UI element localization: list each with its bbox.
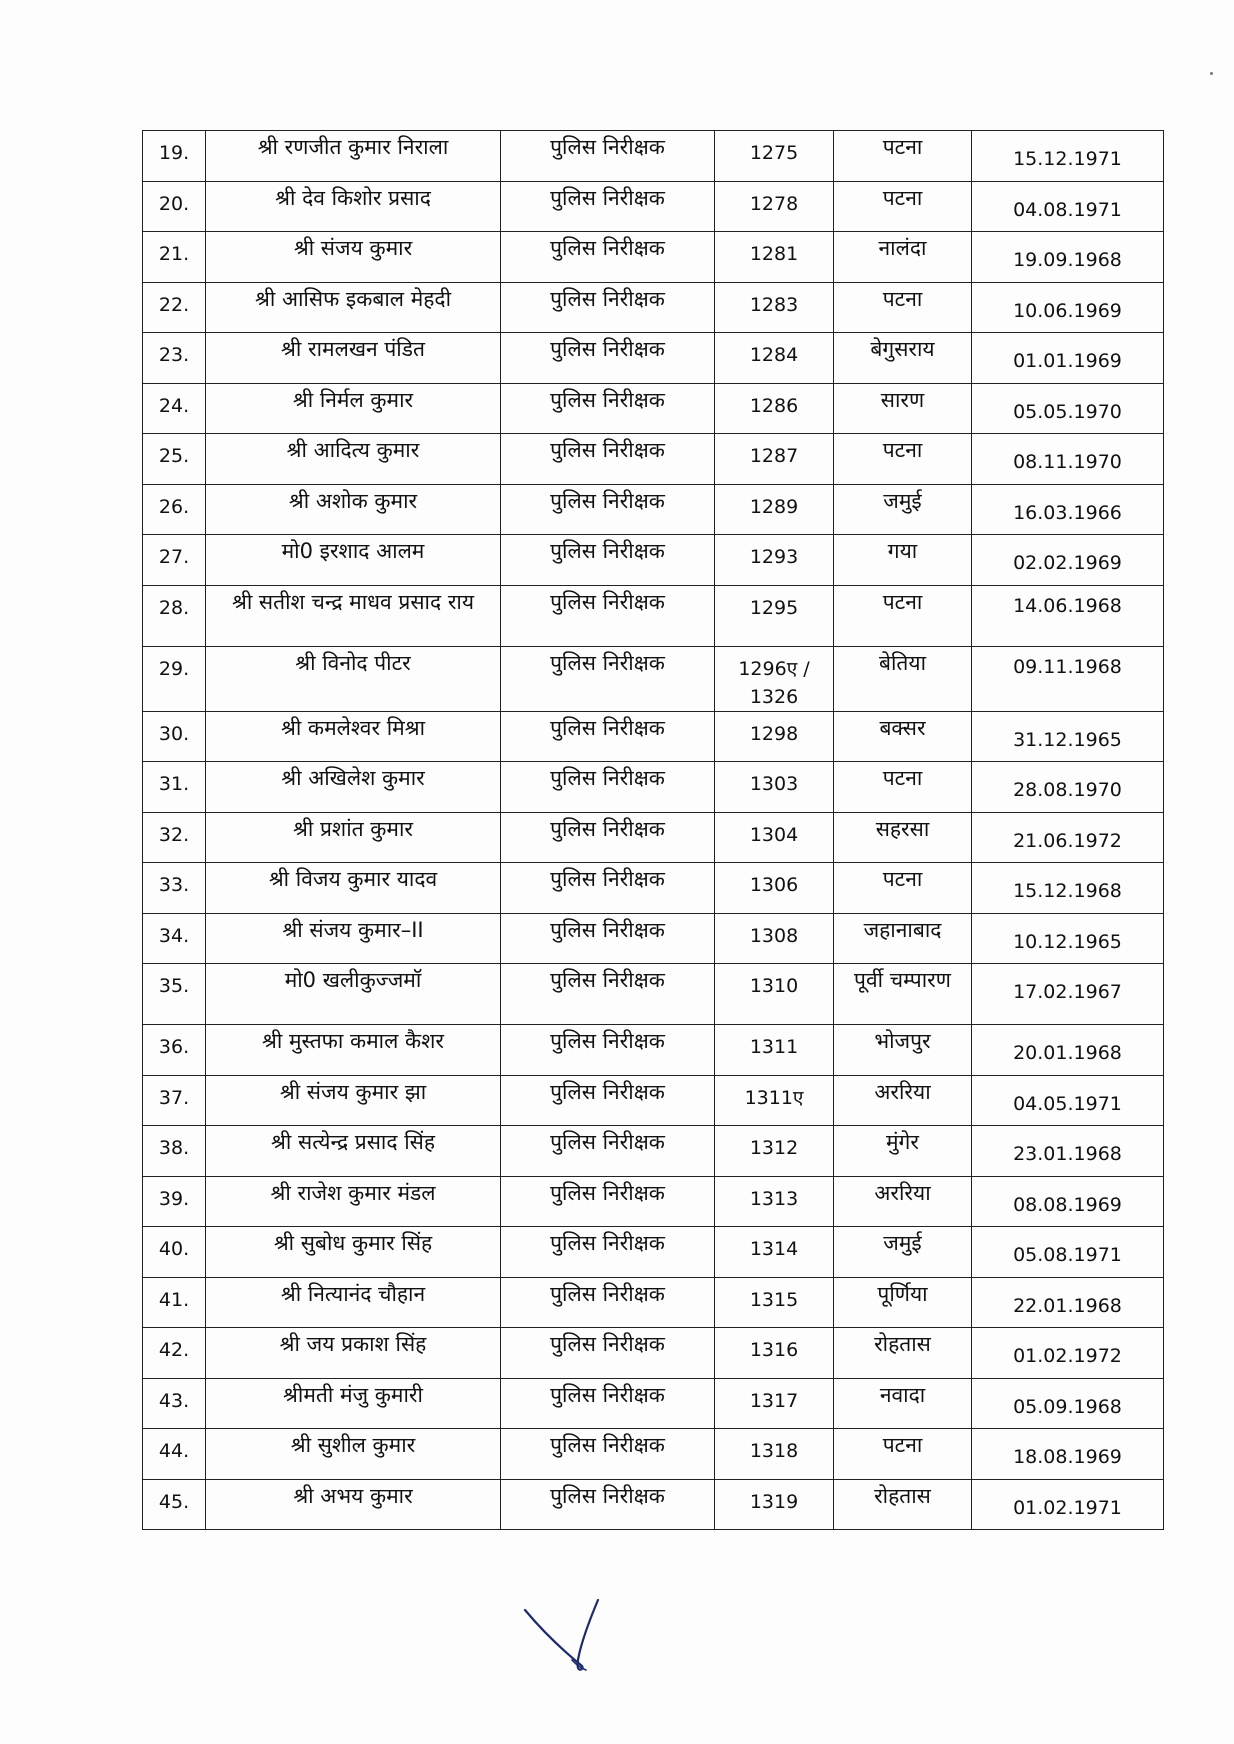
cell-rank: पुलिस निरीक्षक: [501, 484, 715, 535]
cell-number: 1289: [715, 484, 834, 535]
cell-date-of-birth: 09.11.1968: [972, 646, 1164, 711]
cell-serial-number: 33.: [143, 863, 206, 914]
cell-number: 1311ए: [715, 1075, 834, 1126]
table-row: [143, 131, 1164, 182]
cell-officer-name: श्री संजय कुमार–II: [206, 913, 501, 964]
cell-number: 1303: [715, 762, 834, 813]
cell-officer-name: श्री मुस्तफा कमाल कैशर: [206, 1025, 501, 1076]
cell-officer-name: श्री अशोक कुमार: [206, 484, 501, 535]
cell-district: रोहतास: [834, 1328, 972, 1379]
cell-number: 1314: [715, 1227, 834, 1278]
cell-date-of-birth: 01.02.1971: [972, 1479, 1164, 1530]
cell-serial-number: 23.: [143, 333, 206, 384]
cell-serial-number: 27.: [143, 535, 206, 586]
table-row: [143, 646, 1164, 711]
cell-officer-name: श्रीमती मंजु कुमारी: [206, 1378, 501, 1429]
scan-speck: [1210, 72, 1213, 75]
cell-date-of-birth: 20.01.1968: [972, 1025, 1164, 1076]
cell-date-of-birth: 05.05.1970: [972, 383, 1164, 434]
table-row: [143, 863, 1164, 914]
cell-number: 1295: [715, 585, 834, 646]
cell-number: 1306: [715, 863, 834, 914]
cell-officer-name: श्री नित्यानंद चौहान: [206, 1277, 501, 1328]
cell-officer-name: श्री कमलेश्वर मिश्रा: [206, 711, 501, 762]
cell-district: बेतिया: [834, 646, 972, 711]
cell-serial-number: 26.: [143, 484, 206, 535]
cell-date-of-birth: 23.01.1968: [972, 1126, 1164, 1177]
cell-rank: पुलिस निरीक्षक: [501, 1328, 715, 1379]
cell-number: 1275: [715, 131, 834, 182]
cell-serial-number: 30.: [143, 711, 206, 762]
cell-officer-name: श्री अभय कुमार: [206, 1479, 501, 1530]
table-row: [143, 232, 1164, 283]
cell-rank: पुलिस निरीक्षक: [501, 1479, 715, 1530]
cell-district: नालंदा: [834, 232, 972, 283]
cell-number: 1287: [715, 434, 834, 485]
cell-serial-number: 22.: [143, 282, 206, 333]
cell-officer-name: श्री विनोद पीटर: [206, 646, 501, 711]
cell-date-of-birth: 14.06.1968: [972, 585, 1164, 646]
cell-officer-name: श्री सुबोध कुमार सिंह: [206, 1227, 501, 1278]
cell-rank: पुलिस निरीक्षक: [501, 913, 715, 964]
cell-district: अररिया: [834, 1075, 972, 1126]
cell-district: सारण: [834, 383, 972, 434]
cell-number: 1308: [715, 913, 834, 964]
cell-district: पटना: [834, 181, 972, 232]
cell-number: 1286: [715, 383, 834, 434]
cell-district: जमुई: [834, 1227, 972, 1278]
cell-rank: पुलिस निरीक्षक: [501, 812, 715, 863]
cell-rank: पुलिस निरीक्षक: [501, 585, 715, 646]
cell-district: गया: [834, 535, 972, 586]
cell-date-of-birth: 04.05.1971: [972, 1075, 1164, 1126]
table-row: [143, 1328, 1164, 1379]
cell-rank: पुलिस निरीक्षक: [501, 232, 715, 283]
cell-rank: पुलिस निरीक्षक: [501, 1277, 715, 1328]
cell-number: 1298: [715, 711, 834, 762]
table-row: [143, 1025, 1164, 1076]
cell-number: 1283: [715, 282, 834, 333]
cell-serial-number: 20.: [143, 181, 206, 232]
cell-officer-name: श्री संजय कुमार झा: [206, 1075, 501, 1126]
cell-number: 1310: [715, 964, 834, 1025]
cell-district: सहरसा: [834, 812, 972, 863]
cell-date-of-birth: 18.08.1969: [972, 1429, 1164, 1480]
cell-district: पटना: [834, 585, 972, 646]
cell-serial-number: 42.: [143, 1328, 206, 1379]
cell-district: जमुई: [834, 484, 972, 535]
cell-district: जहानाबाद: [834, 913, 972, 964]
cell-date-of-birth: 05.08.1971: [972, 1227, 1164, 1278]
cell-rank: पुलिस निरीक्षक: [501, 383, 715, 434]
cell-rank: पुलिस निरीक्षक: [501, 181, 715, 232]
cell-officer-name: श्री संजय कुमार: [206, 232, 501, 283]
cell-officer-name: श्री अखिलेश कुमार: [206, 762, 501, 813]
cell-number: 1319: [715, 1479, 834, 1530]
cell-number: 1278: [715, 181, 834, 232]
table-body: [143, 131, 1164, 1530]
cell-district: भोजपुर: [834, 1025, 972, 1076]
cell-date-of-birth: 17.02.1967: [972, 964, 1164, 1025]
cell-rank: पुलिस निरीक्षक: [501, 964, 715, 1025]
cell-serial-number: 19.: [143, 131, 206, 182]
cell-date-of-birth: 22.01.1968: [972, 1277, 1164, 1328]
cell-serial-number: 21.: [143, 232, 206, 283]
cell-number: 1296ए / 1326: [715, 646, 834, 711]
cell-officer-name: श्री विजय कुमार यादव: [206, 863, 501, 914]
table-row: [143, 1227, 1164, 1278]
table-row: [143, 1479, 1164, 1530]
cell-rank: पुलिस निरीक्षक: [501, 535, 715, 586]
cell-date-of-birth: 10.06.1969: [972, 282, 1164, 333]
cell-date-of-birth: 31.12.1965: [972, 711, 1164, 762]
cell-officer-name: श्री रामलखन पंडित: [206, 333, 501, 384]
table-row: [143, 484, 1164, 535]
cell-officer-name: मो0 इरशाद आलम: [206, 535, 501, 586]
cell-date-of-birth: 05.09.1968: [972, 1378, 1164, 1429]
cell-number: 1316: [715, 1328, 834, 1379]
cell-serial-number: 34.: [143, 913, 206, 964]
cell-district: रोहतास: [834, 1479, 972, 1530]
table-row: [143, 711, 1164, 762]
cell-date-of-birth: 02.02.1969: [972, 535, 1164, 586]
cell-rank: पुलिस निरीक्षक: [501, 1378, 715, 1429]
table-row: [143, 535, 1164, 586]
cell-serial-number: 45.: [143, 1479, 206, 1530]
table-row: [143, 1429, 1164, 1480]
cell-officer-name: मो0 खलीकुज्जमॉ: [206, 964, 501, 1025]
table-row: [143, 1075, 1164, 1126]
cell-district: मुंगेर: [834, 1126, 972, 1177]
cell-serial-number: 24.: [143, 383, 206, 434]
cell-serial-number: 28.: [143, 585, 206, 646]
table-row: [143, 1378, 1164, 1429]
table-row: [143, 1277, 1164, 1328]
cell-serial-number: 36.: [143, 1025, 206, 1076]
cell-rank: पुलिस निरीक्षक: [501, 1429, 715, 1480]
cell-district: पटना: [834, 762, 972, 813]
cell-date-of-birth: 10.12.1965: [972, 913, 1164, 964]
cell-date-of-birth: 04.08.1971: [972, 181, 1164, 232]
cell-officer-name: श्री आदित्य कुमार: [206, 434, 501, 485]
cell-rank: पुलिस निरीक्षक: [501, 131, 715, 182]
cell-rank: पुलिस निरीक्षक: [501, 1176, 715, 1227]
cell-rank: पुलिस निरीक्षक: [501, 434, 715, 485]
cell-district: पूर्वी चम्पारण: [834, 964, 972, 1025]
table-row: [143, 913, 1164, 964]
cell-serial-number: 32.: [143, 812, 206, 863]
cell-district: बक्सर: [834, 711, 972, 762]
cell-date-of-birth: 15.12.1968: [972, 863, 1164, 914]
cell-serial-number: 41.: [143, 1277, 206, 1328]
officer-list-table: [142, 130, 1164, 1530]
cell-date-of-birth: 21.06.1972: [972, 812, 1164, 863]
cell-date-of-birth: 15.12.1971: [972, 131, 1164, 182]
cell-district: पटना: [834, 131, 972, 182]
cell-district: अररिया: [834, 1176, 972, 1227]
cell-district: नवादा: [834, 1378, 972, 1429]
table-row: [143, 181, 1164, 232]
cell-officer-name: श्री सुशील कुमार: [206, 1429, 501, 1480]
cell-serial-number: 43.: [143, 1378, 206, 1429]
cell-date-of-birth: 16.03.1966: [972, 484, 1164, 535]
cell-officer-name: श्री निर्मल कुमार: [206, 383, 501, 434]
table-row: [143, 585, 1164, 646]
cell-date-of-birth: 08.11.1970: [972, 434, 1164, 485]
cell-number: 1304: [715, 812, 834, 863]
cell-district: पूर्णिया: [834, 1277, 972, 1328]
cell-rank: पुलिस निरीक्षक: [501, 646, 715, 711]
cell-number: 1313: [715, 1176, 834, 1227]
cell-number: 1315: [715, 1277, 834, 1328]
cell-serial-number: 38.: [143, 1126, 206, 1177]
cell-date-of-birth: 01.01.1969: [972, 333, 1164, 384]
table-row: [143, 333, 1164, 384]
cell-date-of-birth: 28.08.1970: [972, 762, 1164, 813]
cell-officer-name: श्री सत्येन्द्र प्रसाद सिंह: [206, 1126, 501, 1177]
cell-date-of-birth: 08.08.1969: [972, 1176, 1164, 1227]
cell-officer-name: श्री प्रशांत कुमार: [206, 812, 501, 863]
cell-rank: पुलिस निरीक्षक: [501, 1075, 715, 1126]
table-row: [143, 964, 1164, 1025]
cell-serial-number: 37.: [143, 1075, 206, 1126]
cell-number: 1312: [715, 1126, 834, 1177]
cell-number: 1284: [715, 333, 834, 384]
cell-district: बेगुसराय: [834, 333, 972, 384]
table-row: [143, 282, 1164, 333]
cell-number: 1281: [715, 232, 834, 283]
cell-rank: पुलिस निरीक्षक: [501, 863, 715, 914]
cell-rank: पुलिस निरीक्षक: [501, 282, 715, 333]
cell-date-of-birth: 19.09.1968: [972, 232, 1164, 283]
cell-serial-number: 31.: [143, 762, 206, 813]
table-row: [143, 812, 1164, 863]
cell-officer-name: श्री सतीश चन्द्र माधव प्रसाद राय: [206, 585, 501, 646]
table-row: [143, 434, 1164, 485]
table-row: [143, 1176, 1164, 1227]
cell-rank: पुलिस निरीक्षक: [501, 762, 715, 813]
cell-serial-number: 40.: [143, 1227, 206, 1278]
cell-rank: पुलिस निरीक्षक: [501, 1025, 715, 1076]
cell-rank: पुलिस निरीक्षक: [501, 1227, 715, 1278]
cell-number: 1311: [715, 1025, 834, 1076]
cell-number: 1318: [715, 1429, 834, 1480]
cell-district: पटना: [834, 863, 972, 914]
cell-date-of-birth: 01.02.1972: [972, 1328, 1164, 1379]
table-row: [143, 762, 1164, 813]
table-row: [143, 383, 1164, 434]
cell-serial-number: 29.: [143, 646, 206, 711]
cell-serial-number: 39.: [143, 1176, 206, 1227]
cell-rank: पुलिस निरीक्षक: [501, 711, 715, 762]
cell-serial-number: 44.: [143, 1429, 206, 1480]
cell-officer-name: श्री देव किशोर प्रसाद: [206, 181, 501, 232]
cell-district: पटना: [834, 434, 972, 485]
cell-rank: पुलिस निरीक्षक: [501, 1126, 715, 1177]
cell-serial-number: 25.: [143, 434, 206, 485]
table-row: [143, 1126, 1164, 1177]
cell-rank: पुलिस निरीक्षक: [501, 333, 715, 384]
cell-officer-name: श्री रणजीत कुमार निराला: [206, 131, 501, 182]
cell-officer-name: श्री राजेश कुमार मंडल: [206, 1176, 501, 1227]
handwritten-signature: [520, 1598, 610, 1678]
cell-district: पटना: [834, 282, 972, 333]
cell-number: 1317: [715, 1378, 834, 1429]
cell-officer-name: श्री जय प्रकाश सिंह: [206, 1328, 501, 1379]
cell-serial-number: 35.: [143, 964, 206, 1025]
cell-number: 1293: [715, 535, 834, 586]
cell-district: पटना: [834, 1429, 972, 1480]
cell-officer-name: श्री आसिफ इकबाल मेहदी: [206, 282, 501, 333]
